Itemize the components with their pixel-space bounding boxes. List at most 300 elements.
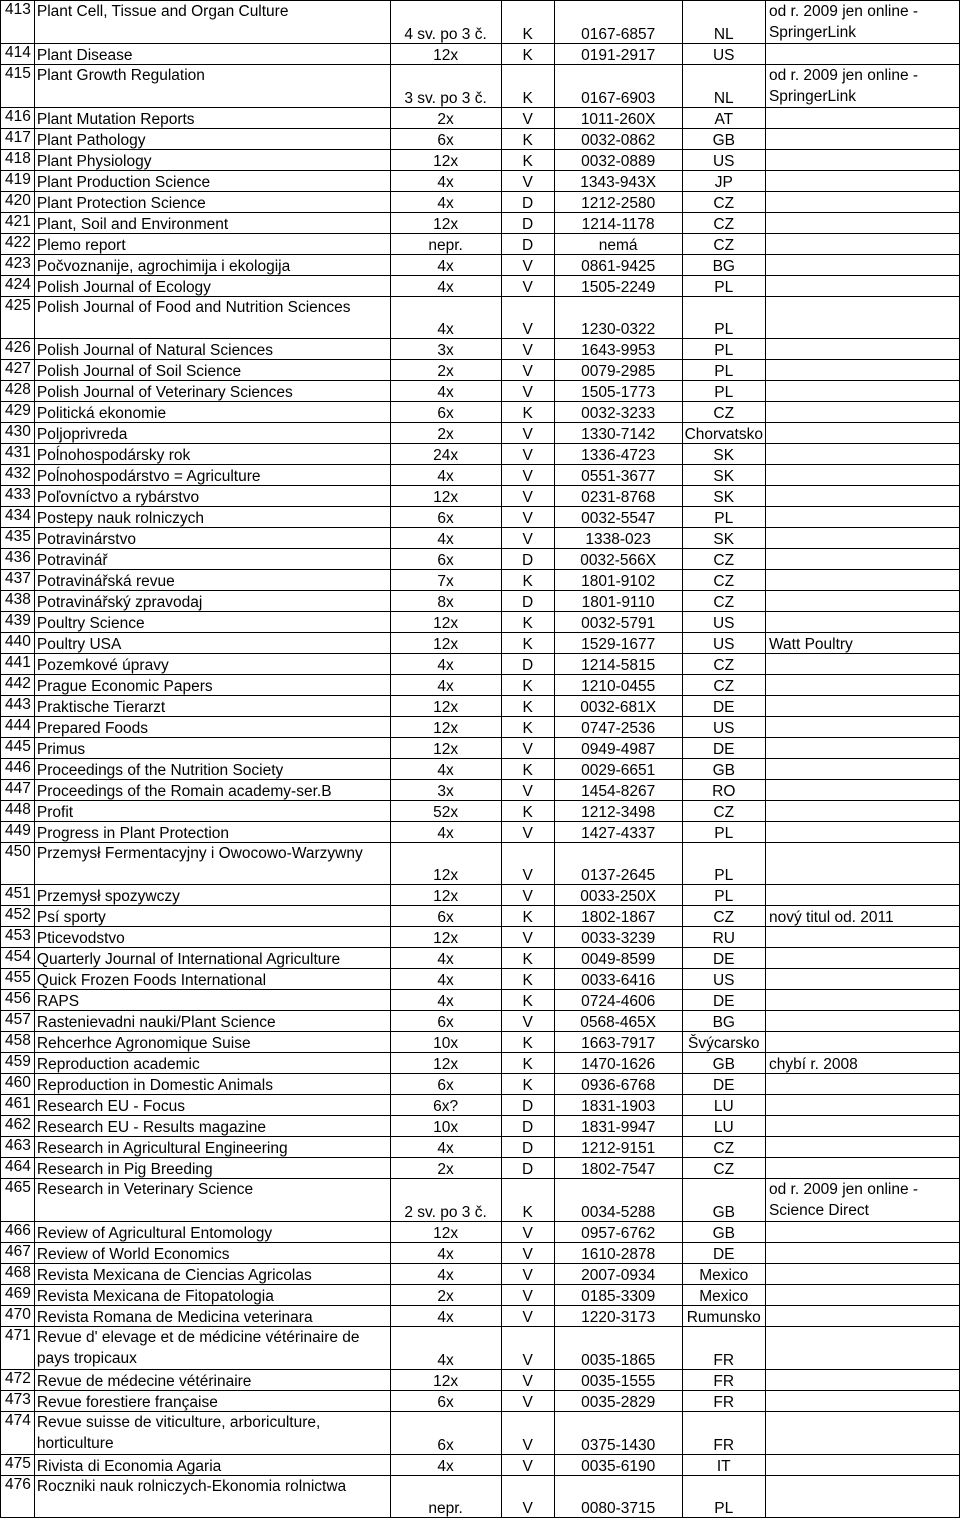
issn: 1529-1677 bbox=[554, 633, 682, 654]
table-row bbox=[1, 906, 960, 927]
country: CZ bbox=[682, 675, 765, 696]
row-number: 414 bbox=[1, 44, 35, 65]
table-row bbox=[1, 570, 960, 591]
type-code: D bbox=[501, 1137, 554, 1158]
row-number: 464 bbox=[1, 1158, 35, 1179]
row-number: 419 bbox=[1, 171, 35, 192]
country: RO bbox=[682, 780, 765, 801]
row-number: 438 bbox=[1, 591, 35, 612]
note bbox=[765, 843, 959, 885]
journal-title: Plant Protection Science bbox=[34, 192, 390, 213]
type-code: V bbox=[501, 360, 554, 381]
issn: 0034-5288 bbox=[554, 1179, 682, 1222]
table-row bbox=[1, 675, 960, 696]
journal-title: Polish Journal of Natural Sciences bbox=[34, 339, 390, 360]
frequency: 4x bbox=[390, 822, 501, 843]
country: Chorvatsko bbox=[682, 423, 765, 444]
table-row bbox=[1, 465, 960, 486]
frequency: 12x bbox=[390, 486, 501, 507]
note bbox=[765, 822, 959, 843]
type-code: V bbox=[501, 465, 554, 486]
note bbox=[765, 1011, 959, 1032]
row-number: 434 bbox=[1, 507, 35, 528]
table-row bbox=[1, 1, 960, 44]
journal-title: Review of Agricultural Entomology bbox=[34, 1222, 390, 1243]
country: BG bbox=[682, 1011, 765, 1032]
issn: nemá bbox=[554, 234, 682, 255]
journal-title: Praktische Tierarzt bbox=[34, 696, 390, 717]
table-row bbox=[1, 129, 960, 150]
table-row bbox=[1, 969, 960, 990]
issn: 0936-6768 bbox=[554, 1074, 682, 1095]
issn: 0032-5547 bbox=[554, 507, 682, 528]
frequency: 10x bbox=[390, 1116, 501, 1137]
type-code: V bbox=[501, 1243, 554, 1264]
note bbox=[765, 1095, 959, 1116]
frequency: 6x bbox=[390, 1391, 501, 1412]
table-row bbox=[1, 717, 960, 738]
frequency: 12x bbox=[390, 150, 501, 171]
issn: 0035-6190 bbox=[554, 1455, 682, 1476]
journal-title: Potravinář bbox=[34, 549, 390, 570]
frequency: 2x bbox=[390, 360, 501, 381]
note bbox=[765, 402, 959, 423]
type-code: V bbox=[501, 1476, 554, 1518]
row-number: 427 bbox=[1, 360, 35, 381]
issn: 1831-9947 bbox=[554, 1116, 682, 1137]
note: chybí r. 2008 bbox=[765, 1053, 959, 1074]
country: FR bbox=[682, 1412, 765, 1455]
row-number: 439 bbox=[1, 612, 35, 633]
journal-title: Rastenievadni nauki/Plant Science bbox=[34, 1011, 390, 1032]
frequency: 8x bbox=[390, 591, 501, 612]
frequency: 7x bbox=[390, 570, 501, 591]
frequency: 3 sv. po 3 č. bbox=[390, 65, 501, 108]
journal-title: Research in Pig Breeding bbox=[34, 1158, 390, 1179]
row-number: 451 bbox=[1, 885, 35, 906]
journal-title: Rehcerhce Agronomique Suise bbox=[34, 1032, 390, 1053]
row-number: 422 bbox=[1, 234, 35, 255]
issn: 0191-2917 bbox=[554, 44, 682, 65]
frequency: 4x bbox=[390, 1306, 501, 1327]
note bbox=[765, 990, 959, 1011]
frequency: 6x bbox=[390, 1011, 501, 1032]
frequency: 6x bbox=[390, 906, 501, 927]
row-number: 425 bbox=[1, 297, 35, 339]
country: SK bbox=[682, 486, 765, 507]
frequency: 4x bbox=[390, 1455, 501, 1476]
frequency: 12x bbox=[390, 717, 501, 738]
country: LU bbox=[682, 1116, 765, 1137]
frequency: 4x bbox=[390, 1243, 501, 1264]
note bbox=[765, 1391, 959, 1412]
type-code: V bbox=[501, 1306, 554, 1327]
frequency: 12x bbox=[390, 1370, 501, 1391]
country: DE bbox=[682, 948, 765, 969]
note bbox=[765, 654, 959, 675]
issn: 1663-7917 bbox=[554, 1032, 682, 1053]
note bbox=[765, 675, 959, 696]
issn: 1831-1903 bbox=[554, 1095, 682, 1116]
issn: 0079-2985 bbox=[554, 360, 682, 381]
issn: 0080-3715 bbox=[554, 1476, 682, 1518]
row-number: 416 bbox=[1, 108, 35, 129]
country: FR bbox=[682, 1370, 765, 1391]
table-row bbox=[1, 948, 960, 969]
table-row bbox=[1, 507, 960, 528]
journal-title: Poljoprivreda bbox=[34, 423, 390, 444]
row-number: 420 bbox=[1, 192, 35, 213]
row-number: 472 bbox=[1, 1370, 35, 1391]
row-number: 443 bbox=[1, 696, 35, 717]
frequency: 12x bbox=[390, 213, 501, 234]
journal-title: Research in Agricultural Engineering bbox=[34, 1137, 390, 1158]
frequency: 2x bbox=[390, 423, 501, 444]
type-code: D bbox=[501, 591, 554, 612]
country: GB bbox=[682, 1179, 765, 1222]
issn: 0957-6762 bbox=[554, 1222, 682, 1243]
table-row bbox=[1, 44, 960, 65]
frequency: nepr. bbox=[390, 1476, 501, 1518]
row-number: 470 bbox=[1, 1306, 35, 1327]
table-row bbox=[1, 339, 960, 360]
frequency: 6x bbox=[390, 1412, 501, 1455]
note bbox=[765, 234, 959, 255]
journal-title: Pozemkové úpravy bbox=[34, 654, 390, 675]
country: NL bbox=[682, 1, 765, 44]
note bbox=[765, 780, 959, 801]
row-number: 413 bbox=[1, 1, 35, 44]
journal-title: Prague Economic Papers bbox=[34, 675, 390, 696]
country: DE bbox=[682, 1243, 765, 1264]
journal-title: Plant Mutation Reports bbox=[34, 108, 390, 129]
frequency: 4x bbox=[390, 990, 501, 1011]
issn: 1212-2580 bbox=[554, 192, 682, 213]
journal-title: RAPS bbox=[34, 990, 390, 1011]
country: PL bbox=[682, 885, 765, 906]
note bbox=[765, 1032, 959, 1053]
table-row bbox=[1, 633, 960, 654]
note: od r. 2009 jen online - SpringerLink bbox=[765, 65, 959, 108]
table-row bbox=[1, 486, 960, 507]
issn: 1011-260X bbox=[554, 108, 682, 129]
note bbox=[765, 339, 959, 360]
type-code: K bbox=[501, 801, 554, 822]
table-row bbox=[1, 1412, 960, 1455]
journal-title: Revista Mexicana de Fitopatologia bbox=[34, 1285, 390, 1306]
row-number: 476 bbox=[1, 1476, 35, 1518]
frequency: 12x bbox=[390, 1222, 501, 1243]
country: PL bbox=[682, 1476, 765, 1518]
note bbox=[765, 1243, 959, 1264]
country: IT bbox=[682, 1455, 765, 1476]
note bbox=[765, 297, 959, 339]
country: US bbox=[682, 633, 765, 654]
type-code: D bbox=[501, 192, 554, 213]
type-code: V bbox=[501, 108, 554, 129]
type-code: V bbox=[501, 444, 554, 465]
type-code: K bbox=[501, 44, 554, 65]
journal-title: Reproduction in Domestic Animals bbox=[34, 1074, 390, 1095]
journal-title: Poľovníctvo a rybárstvo bbox=[34, 486, 390, 507]
note bbox=[765, 717, 959, 738]
note bbox=[765, 1455, 959, 1476]
table-row bbox=[1, 612, 960, 633]
journal-rows bbox=[1, 1, 960, 1518]
journal-title: Polish Journal of Veterinary Sciences bbox=[34, 381, 390, 402]
journal-title: Poĺnohospodársky rok bbox=[34, 444, 390, 465]
type-code: K bbox=[501, 65, 554, 108]
frequency: 12x bbox=[390, 1053, 501, 1074]
type-code: V bbox=[501, 507, 554, 528]
journal-title: Polish Journal of Ecology bbox=[34, 276, 390, 297]
type-code: V bbox=[501, 255, 554, 276]
issn: 1338-023 bbox=[554, 528, 682, 549]
type-code: V bbox=[501, 528, 554, 549]
type-code: K bbox=[501, 990, 554, 1011]
country: CZ bbox=[682, 801, 765, 822]
issn: 0137-2645 bbox=[554, 843, 682, 885]
row-number: 455 bbox=[1, 969, 35, 990]
note bbox=[765, 1306, 959, 1327]
table-row bbox=[1, 549, 960, 570]
type-code: V bbox=[501, 486, 554, 507]
frequency: 52x bbox=[390, 801, 501, 822]
frequency: 6x? bbox=[390, 1095, 501, 1116]
journal-title: Quarterly Journal of International Agriculture bbox=[34, 948, 390, 969]
country: GB bbox=[682, 1053, 765, 1074]
journal-title: Postepy nauk rolniczych bbox=[34, 507, 390, 528]
table-row bbox=[1, 843, 960, 885]
table-row bbox=[1, 1074, 960, 1095]
frequency: 2 sv. po 3 č. bbox=[390, 1179, 501, 1222]
issn: 0185-3309 bbox=[554, 1285, 682, 1306]
type-code: V bbox=[501, 1222, 554, 1243]
note bbox=[765, 276, 959, 297]
issn: 0032-681X bbox=[554, 696, 682, 717]
journal-title: Politická ekonomie bbox=[34, 402, 390, 423]
journal-title: Research in Veterinary Science bbox=[34, 1179, 390, 1222]
country: CZ bbox=[682, 906, 765, 927]
frequency: 4x bbox=[390, 1327, 501, 1370]
frequency: 10x bbox=[390, 1032, 501, 1053]
row-number: 475 bbox=[1, 1455, 35, 1476]
country: GB bbox=[682, 759, 765, 780]
table-row bbox=[1, 1053, 960, 1074]
table-row bbox=[1, 780, 960, 801]
note bbox=[765, 801, 959, 822]
issn: 1210-0455 bbox=[554, 675, 682, 696]
frequency: 4x bbox=[390, 297, 501, 339]
note bbox=[765, 612, 959, 633]
country: DE bbox=[682, 1074, 765, 1095]
journal-title: Rivista di Economia Agaria bbox=[34, 1455, 390, 1476]
row-number: 441 bbox=[1, 654, 35, 675]
frequency: 3x bbox=[390, 780, 501, 801]
type-code: V bbox=[501, 1391, 554, 1412]
type-code: V bbox=[501, 1455, 554, 1476]
country: FR bbox=[682, 1327, 765, 1370]
table-row bbox=[1, 423, 960, 444]
row-number: 428 bbox=[1, 381, 35, 402]
type-code: V bbox=[501, 927, 554, 948]
frequency: 12x bbox=[390, 44, 501, 65]
row-number: 417 bbox=[1, 129, 35, 150]
row-number: 423 bbox=[1, 255, 35, 276]
frequency: 4x bbox=[390, 528, 501, 549]
row-number: 424 bbox=[1, 276, 35, 297]
frequency: 4x bbox=[390, 948, 501, 969]
note: Watt Poultry bbox=[765, 633, 959, 654]
country: JP bbox=[682, 171, 765, 192]
country: CZ bbox=[682, 549, 765, 570]
row-number: 449 bbox=[1, 822, 35, 843]
type-code: K bbox=[501, 696, 554, 717]
frequency: 3x bbox=[390, 339, 501, 360]
issn: 1801-9110 bbox=[554, 591, 682, 612]
issn: 1343-943X bbox=[554, 171, 682, 192]
table-row bbox=[1, 213, 960, 234]
country: CZ bbox=[682, 1158, 765, 1179]
type-code: K bbox=[501, 1053, 554, 1074]
type-code: V bbox=[501, 171, 554, 192]
journal-title: Plant Disease bbox=[34, 44, 390, 65]
table-row bbox=[1, 696, 960, 717]
issn: 1610-2878 bbox=[554, 1243, 682, 1264]
row-number: 435 bbox=[1, 528, 35, 549]
table-row bbox=[1, 1476, 960, 1518]
country: PL bbox=[682, 360, 765, 381]
type-code: V bbox=[501, 1370, 554, 1391]
note bbox=[765, 738, 959, 759]
country: CZ bbox=[682, 192, 765, 213]
row-number: 426 bbox=[1, 339, 35, 360]
note bbox=[765, 360, 959, 381]
journal-title: Plemo report bbox=[34, 234, 390, 255]
journal-title: Poultry USA bbox=[34, 633, 390, 654]
frequency: 4x bbox=[390, 276, 501, 297]
journal-title: Primus bbox=[34, 738, 390, 759]
country: CZ bbox=[682, 654, 765, 675]
journal-title: Research EU - Results magazine bbox=[34, 1116, 390, 1137]
row-number: 452 bbox=[1, 906, 35, 927]
note bbox=[765, 927, 959, 948]
note bbox=[765, 444, 959, 465]
frequency: 4x bbox=[390, 1264, 501, 1285]
table-row bbox=[1, 1137, 960, 1158]
journal-title: Profit bbox=[34, 801, 390, 822]
journal-title: Plant, Soil and Environment bbox=[34, 213, 390, 234]
journal-title: Roczniki nauk rolniczych-Ekonomia rolnictwa bbox=[34, 1476, 390, 1518]
type-code: K bbox=[501, 633, 554, 654]
journal-title: Revue suisse de viticulture, arboriculture, horticulture bbox=[34, 1412, 390, 1455]
country: CZ bbox=[682, 591, 765, 612]
frequency: 2x bbox=[390, 108, 501, 129]
type-code: K bbox=[501, 570, 554, 591]
frequency: nepr. bbox=[390, 234, 501, 255]
table-row bbox=[1, 1455, 960, 1476]
row-number: 415 bbox=[1, 65, 35, 108]
issn: 1214-1178 bbox=[554, 213, 682, 234]
type-code: V bbox=[501, 276, 554, 297]
country: PL bbox=[682, 822, 765, 843]
table-row bbox=[1, 1370, 960, 1391]
country: US bbox=[682, 717, 765, 738]
type-code: V bbox=[501, 1412, 554, 1455]
issn: 0167-6903 bbox=[554, 65, 682, 108]
journal-title: Reproduction academic bbox=[34, 1053, 390, 1074]
table-row bbox=[1, 65, 960, 108]
frequency: 24x bbox=[390, 444, 501, 465]
issn: 1802-1867 bbox=[554, 906, 682, 927]
note bbox=[765, 1476, 959, 1518]
issn: 0724-4606 bbox=[554, 990, 682, 1011]
country: CZ bbox=[682, 402, 765, 423]
journal-title: Poĺnohospodárstvo = Agriculture bbox=[34, 465, 390, 486]
table-row bbox=[1, 1158, 960, 1179]
note bbox=[765, 129, 959, 150]
note bbox=[765, 1222, 959, 1243]
note bbox=[765, 969, 959, 990]
type-code: K bbox=[501, 1, 554, 44]
journal-title: Plant Production Science bbox=[34, 171, 390, 192]
row-number: 430 bbox=[1, 423, 35, 444]
note bbox=[765, 1074, 959, 1095]
issn: 0375-1430 bbox=[554, 1412, 682, 1455]
table-row bbox=[1, 738, 960, 759]
note bbox=[765, 1264, 959, 1285]
type-code: V bbox=[501, 738, 554, 759]
type-code: V bbox=[501, 1285, 554, 1306]
table-row bbox=[1, 234, 960, 255]
issn: 1212-9151 bbox=[554, 1137, 682, 1158]
country: CZ bbox=[682, 213, 765, 234]
type-code: V bbox=[501, 780, 554, 801]
note bbox=[765, 1370, 959, 1391]
issn: 0568-465X bbox=[554, 1011, 682, 1032]
journal-title: Proceedings of the Romain academy-ser.B bbox=[34, 780, 390, 801]
journal-title: Research EU - Focus bbox=[34, 1095, 390, 1116]
issn: 1427-4337 bbox=[554, 822, 682, 843]
note bbox=[765, 1137, 959, 1158]
journal-title: Revista Mexicana de Ciencias Agricolas bbox=[34, 1264, 390, 1285]
journal-title: Plant Cell, Tissue and Organ Culture bbox=[34, 1, 390, 44]
frequency: 4x bbox=[390, 255, 501, 276]
row-number: 444 bbox=[1, 717, 35, 738]
journal-title: Počvoznanije, agrochimija i ekologija bbox=[34, 255, 390, 276]
country: RU bbox=[682, 927, 765, 948]
table-row bbox=[1, 1391, 960, 1412]
note: nový titul od. 2011 bbox=[765, 906, 959, 927]
table-row bbox=[1, 108, 960, 129]
journal-title: Psí sporty bbox=[34, 906, 390, 927]
country: CZ bbox=[682, 1137, 765, 1158]
table-row bbox=[1, 150, 960, 171]
note bbox=[765, 549, 959, 570]
country: Rumunsko bbox=[682, 1306, 765, 1327]
journal-title: Polish Journal of Soil Science bbox=[34, 360, 390, 381]
country: US bbox=[682, 150, 765, 171]
issn: 1470-1626 bbox=[554, 1053, 682, 1074]
note bbox=[765, 423, 959, 444]
country: DE bbox=[682, 738, 765, 759]
issn: 1801-9102 bbox=[554, 570, 682, 591]
journal-title: Przemysł spozywczy bbox=[34, 885, 390, 906]
row-number: 458 bbox=[1, 1032, 35, 1053]
row-number: 445 bbox=[1, 738, 35, 759]
frequency: 4x bbox=[390, 465, 501, 486]
issn: 0049-8599 bbox=[554, 948, 682, 969]
